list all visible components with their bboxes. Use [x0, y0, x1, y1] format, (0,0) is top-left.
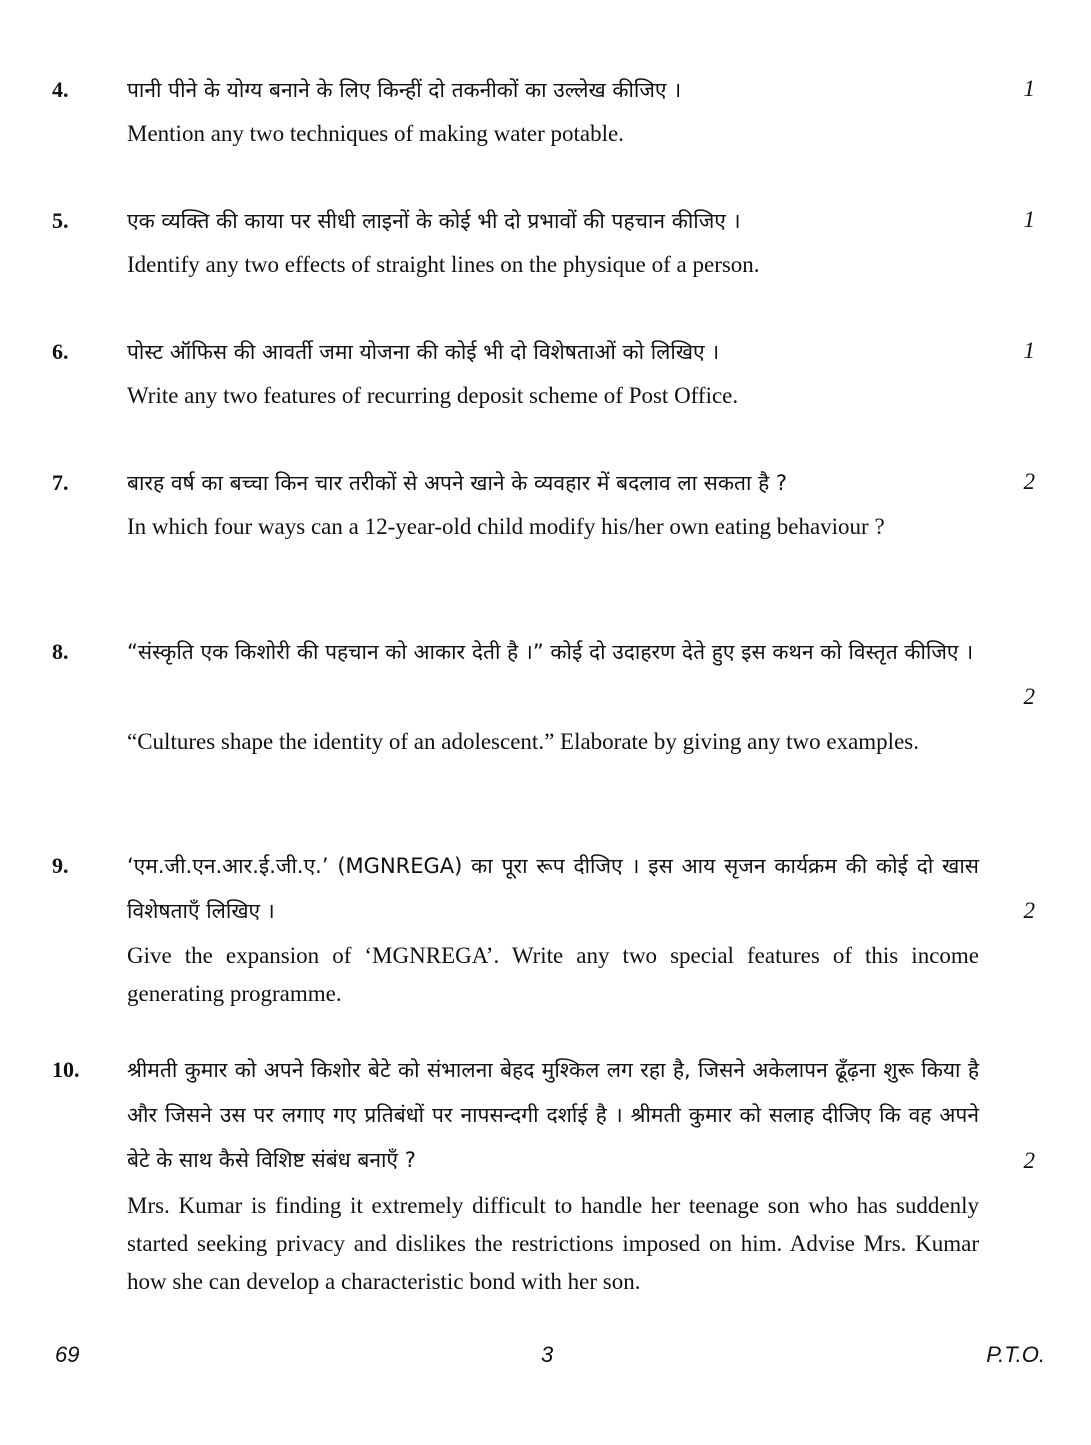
- question-text-english: Give the expansion of ‘MGNREGA’. Write any two special features of this income generating programme.: [127, 943, 979, 1006]
- question-text-english: Mention any two techniques of making water potable.: [127, 121, 624, 146]
- question-marks: 1: [1023, 338, 1035, 363]
- paper-code: 69: [55, 1342, 80, 1367]
- page-number: 3: [541, 1342, 554, 1367]
- question-number: 10.: [52, 1057, 80, 1082]
- question-text-hindi: श्रीमती कुमार को अपने किशोर बेटे को संभालना बेहद मुश्किल लग रहा है, जिसने अकेलापन ढूँढ़ना शुरू किया है और जिसने उस पर लगाए गए प्रतिबंधों पर नापसन्दगी दर्शाई है । श्रीमती कुमार को सलाह दीजिए कि वह अपने बेटे के साथ कैसे विशिष्ट संबंध बनाएँ ?: [127, 1058, 979, 1172]
- question-text-hindi: पानी पीने के योग्य बनाने के लिए किन्हीं दो तकनीकों का उल्लेख कीजिए ।: [127, 78, 682, 102]
- question-text-hindi: “संस्कृति एक किशोरी की पहचान को आकार देती है ।” कोई दो उदाहरण देते हुए इस कथन को विस्तृत कीजिए ।: [127, 640, 974, 664]
- question-number: 5.: [52, 208, 69, 233]
- question-number: 7.: [52, 470, 69, 495]
- question-marks: 1: [1023, 207, 1035, 232]
- question-text-hindi: पोस्ट ऑफिस की आवर्ती जमा योजना की कोई भी दो विशेषताओं को लिखिए ।: [127, 340, 720, 364]
- question-marks: 2: [1023, 898, 1035, 923]
- question-text-hindi: बारह वर्ष का बच्चा किन चार तरीकों से अपने खाने के व्यवहार में बदलाव ला सकता है ?: [127, 471, 788, 495]
- question-number: 9.: [52, 853, 69, 878]
- question-text-english: Identify any two effects of straight lines on the physique of a person.: [127, 252, 760, 277]
- question-marks: 2: [1023, 1148, 1035, 1173]
- question-marks: 1: [1023, 76, 1035, 101]
- question-text-english: “Cultures shape the identity of an adolescent.” Elaborate by giving any two examples.: [127, 729, 919, 754]
- question-number: 4.: [52, 77, 69, 102]
- question-text-hindi: ‘एम.जी.एन.आर.ई.जी.ए.’ (MGNREGA) का पूरा रूप दीजिए । इस आय सृजन कार्यक्रम की कोई दो खास विशेषताएँ लिखिए ।: [127, 854, 979, 923]
- question-marks: 2: [1023, 469, 1035, 494]
- question-text-english: In which four ways can a 12-year-old child modify his/her own eating behaviour ?: [127, 514, 885, 539]
- question-number: 6.: [52, 339, 69, 364]
- question-marks: 2: [1023, 684, 1035, 709]
- pto-label: P.T.O.: [986, 1342, 1045, 1367]
- question-text-english: Mrs. Kumar is finding it extremely difficult to handle her teenage son who has suddenly started seeking privacy and dislikes the restrictions imposed on him. Advise Mrs. Kumar how she can develop a characteristic bond with her son.: [127, 1193, 979, 1294]
- question-text-english: Write any two features of recurring deposit scheme of Post Office.: [127, 383, 739, 408]
- page-footer: [0, 1342, 1091, 1418]
- question-text-hindi: एक व्यक्ति की काया पर सीधी लाइनों के कोई भी दो प्रभावों की पहचान कीजिए ।: [127, 209, 741, 233]
- question-number: 8.: [52, 639, 69, 664]
